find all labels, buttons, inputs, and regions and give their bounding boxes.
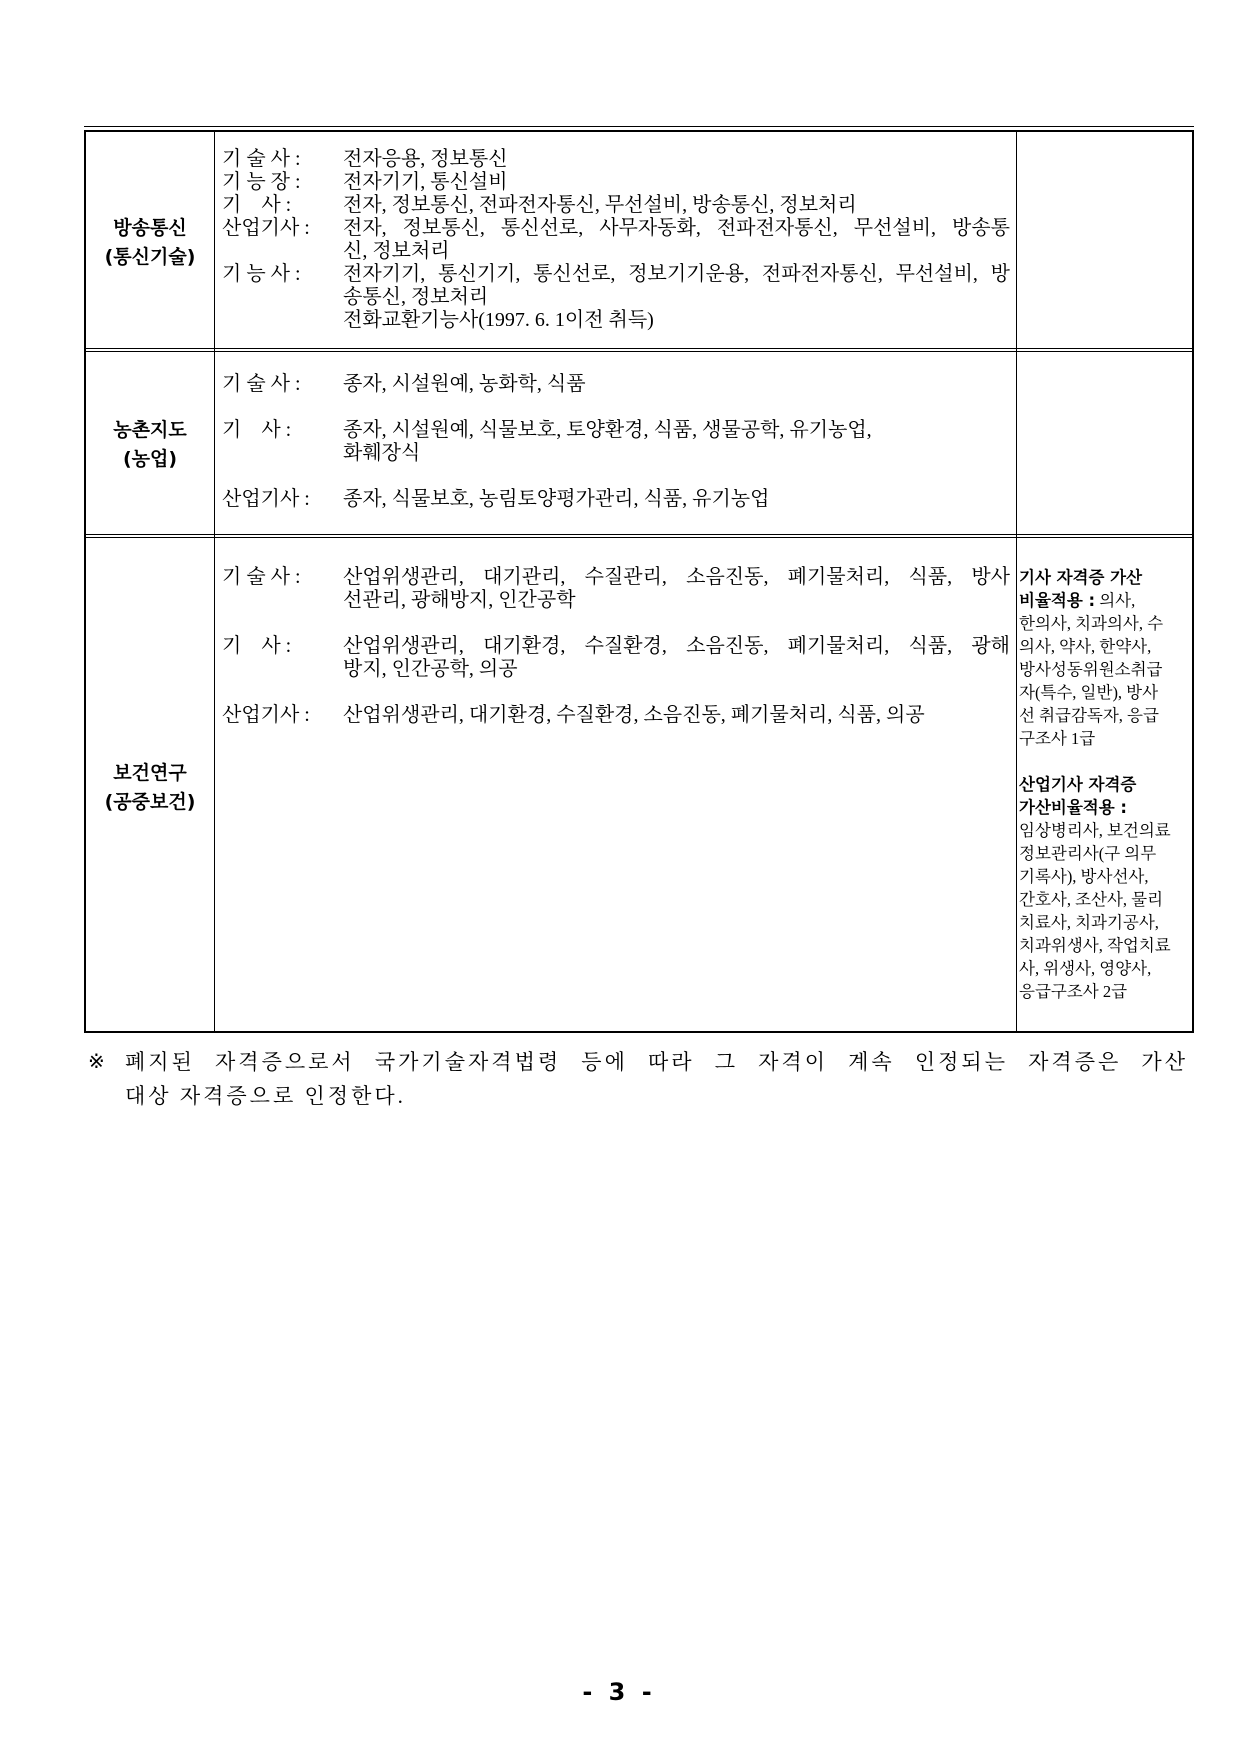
remarks-text: 자(특수, 일반), 방사 xyxy=(1019,683,1159,702)
header-rule xyxy=(84,126,1194,127)
column-divider-remarks xyxy=(1016,130,1017,1033)
qualification-line-continued xyxy=(214,589,1014,612)
qualification-line xyxy=(214,263,1014,286)
qualification-list-broadcasting xyxy=(214,148,1014,332)
reference-mark-icon: ※ xyxy=(88,1051,105,1073)
remarks-heading: 비율적용 : xyxy=(1019,591,1096,610)
remarks-text: 치료사, 치과기공사, xyxy=(1019,913,1159,932)
grade-label: 기 술 사 : xyxy=(222,566,301,588)
remarks-text: 의사, xyxy=(1095,591,1136,610)
qualification-line xyxy=(214,488,1014,511)
qualification-line xyxy=(214,704,1014,727)
spacer-line xyxy=(1019,750,1191,773)
qualification-items: 화훼장식 xyxy=(343,442,421,464)
remarks-text: 응급구조사 2급 xyxy=(1019,982,1128,1001)
remarks-text: 기록사), 방사선사, xyxy=(1019,867,1149,886)
qualification-items: 신, 정보처리 xyxy=(343,240,450,262)
qualification-line xyxy=(214,635,1014,658)
category-title: 방송통신 xyxy=(113,217,187,239)
category-subtitle: (공중보건) xyxy=(104,791,196,813)
category-subtitle: (통신기술) xyxy=(104,246,196,268)
remarks-text: 선 취급감독자, 응급 xyxy=(1019,706,1159,725)
qualification-line xyxy=(214,194,1014,217)
grade-label: 산업기사 : xyxy=(222,217,310,239)
qualification-items: 산업위생관리, 대기환경, 수질환경, 소음진동, 폐기물처리, 식품, 광해 xyxy=(343,635,1010,657)
grade-label: 산업기사 : xyxy=(222,488,310,510)
grade-label: 기 술 사 : xyxy=(222,373,301,395)
qualification-line-continued xyxy=(214,309,1014,332)
row-divider xyxy=(84,348,1194,352)
qualification-list-agriculture xyxy=(214,373,1014,511)
remarks-text: 구조사 1급 xyxy=(1019,729,1096,748)
footnote-line: 대상 자격증으로 인정한다. xyxy=(125,1084,406,1108)
qualification-line xyxy=(214,566,1014,589)
qualification-line-continued xyxy=(214,240,1014,263)
qualification-line-continued xyxy=(214,286,1014,309)
remarks-text: 방사성동위원소취급 xyxy=(1019,660,1163,679)
qualification-items: 송통신, 정보처리 xyxy=(343,286,489,308)
qualification-line xyxy=(214,217,1014,240)
qualification-items: 산업위생관리, 대기관리, 수질관리, 소음진동, 폐기물처리, 식품, 방사 xyxy=(343,566,1010,588)
category-subtitle: (농업) xyxy=(122,448,178,470)
qualification-line xyxy=(214,171,1014,194)
remarks-text: 치과위생사, 작업치료 xyxy=(1019,936,1171,955)
remarks-text: 임상병리사, 보건의료 xyxy=(1019,821,1171,840)
remarks-line xyxy=(1019,589,1191,612)
page-number: - 3 - xyxy=(582,1678,656,1706)
grade-label: 기 술 사 : xyxy=(222,148,301,170)
qualification-items: 종자, 시설원예, 식물보호, 토양환경, 식품, 생물공학, 유기농업, xyxy=(343,419,872,441)
remarks-text: 한의사, 치과의사, 수 xyxy=(1019,614,1164,633)
remarks-text: 간호사, 조산사, 물리 xyxy=(1019,890,1164,909)
qualification-line-continued xyxy=(214,658,1014,681)
grade-label: 산업기사 : xyxy=(222,704,310,726)
qualification-line xyxy=(214,373,1014,396)
qualification-items: 전자기기, 통신기기, 통신선로, 정보기기운용, 전파전자통신, 무선설비, 방 xyxy=(343,263,1010,285)
spacer-line xyxy=(214,465,1014,488)
qualification-items: 전자, 정보통신, 전파전자통신, 무선설비, 방송통신, 정보처리 xyxy=(343,194,857,216)
remarks-text: 정보관리사(구 의무 xyxy=(1019,844,1157,863)
qualification-items: 전화교환기능사(1997. 6. 1이전 취득) xyxy=(343,309,654,331)
grade-label: 기 사 : xyxy=(222,635,292,657)
category-title: 농촌지도 xyxy=(113,419,187,441)
qualification-items: 선관리, 광해방지, 인간공학 xyxy=(343,589,576,611)
remarks-cell xyxy=(1019,566,1191,1003)
qualification-line xyxy=(214,419,1014,442)
remarks-heading: 기사 자격증 가산 xyxy=(1019,568,1143,587)
qualification-items: 전자응용, 정보통신 xyxy=(343,148,508,170)
category-cell-public-health xyxy=(86,759,214,817)
grade-label: 기 사 : xyxy=(222,194,292,216)
qualification-items: 산업위생관리, 대기환경, 수질환경, 소음진동, 폐기물처리, 식품, 의공 xyxy=(343,704,925,726)
remarks-heading: 가산비율적용 : xyxy=(1019,798,1127,817)
row-divider xyxy=(84,534,1194,538)
remarks-text: 의사, 약사, 한약사, xyxy=(1019,637,1152,656)
category-title: 보건연구 xyxy=(113,762,187,784)
spacer-line xyxy=(214,681,1014,704)
qualification-line-continued xyxy=(214,442,1014,465)
spacer-line xyxy=(214,396,1014,419)
qualification-line xyxy=(214,148,1014,171)
qualification-items: 방지, 인간공학, 의공 xyxy=(343,658,518,680)
qualification-items: 종자, 시설원예, 농화학, 식품 xyxy=(343,373,586,395)
footnote-line: 폐지된 자격증으로서 국가기술자격법령 등에 따라 그 자격이 계속 인정되는 자격증은 가산 xyxy=(125,1050,1188,1074)
remarks-heading: 산업기사 자격증 xyxy=(1019,775,1137,794)
qualification-items: 종자, 식물보호, 농림토양평가관리, 식품, 유기농업 xyxy=(343,488,770,510)
qualification-list-public-health xyxy=(214,566,1014,727)
grade-label: 기 사 : xyxy=(222,419,292,441)
category-cell-broadcasting xyxy=(86,214,214,272)
grade-label: 기 능 장 : xyxy=(222,171,301,193)
category-cell-agriculture xyxy=(86,416,214,474)
qualification-items: 전자, 정보통신, 통신선로, 사무자동화, 전파전자통신, 무선설비, 방송통 xyxy=(343,217,1010,239)
spacer-line xyxy=(214,612,1014,635)
qualification-items: 전자기기, 통신설비 xyxy=(343,171,508,193)
grade-label: 기 능 사 : xyxy=(222,263,301,285)
remarks-text: 사, 위생사, 영양사, xyxy=(1019,959,1152,978)
